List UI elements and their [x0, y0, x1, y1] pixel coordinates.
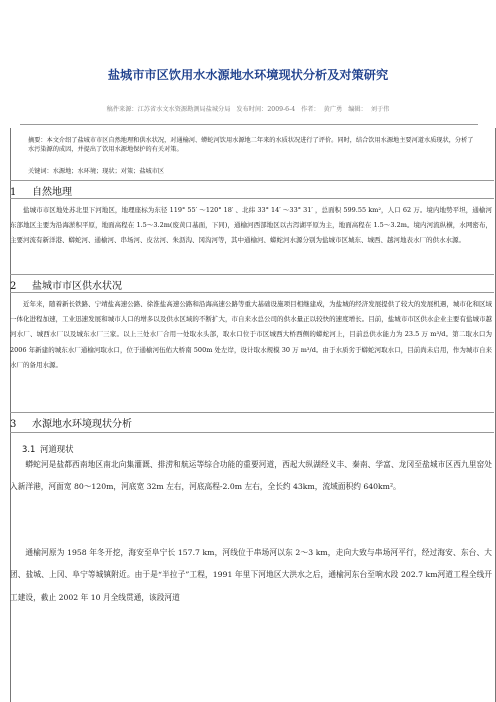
section-heading-1 [10, 183, 72, 198]
section-number: 2 [10, 281, 17, 292]
section-heading-2 [10, 277, 122, 292]
section-divider [10, 198, 494, 199]
meta-source: 稿件来源：江苏省水文水资源勘测局盐城分局 [106, 106, 231, 113]
meta-editor-label: 编辑： [348, 106, 367, 113]
meta-publish-time: 发布时间：2009-6-4 [236, 106, 296, 113]
meta-author-label: 作者： [301, 106, 320, 113]
section-number: 1 [10, 187, 17, 198]
header-divider [20, 124, 478, 125]
article-meta [0, 104, 496, 113]
subsection-title: 河道现状 [40, 444, 74, 454]
article-title: 盐城市市区饮用水水源地水环境现状分析及对策研究 [107, 68, 389, 82]
meta-author-name[interactable]: 黄广勇 [323, 106, 343, 113]
section-number: 3 [10, 419, 17, 430]
section-paragraph: 盐城市市区地处苏北里下河地区，地理座标为东径 119° 55′ ～120° 18′ 、北纬 33° 14′ ～33° 31′ ，总面积 599.55 km²，人口 62 万。境内地势平坦，通榆河东部地区主要为沿海淤积平原，地面高程在 1.5～3.2m(废黄口基面，下同)，通榆河西部地区以古泻湖平原为主，地面高程在 1.5～3.2m。境内河流纵横，水网密布，主要河流有新洋港、蟒蛇河、通榆河、串场河、皮岔河、朱沥沟、冈沟河等，其中通榆河、蟒蛇河水源分别为盐城市区城东、城西、越河地表水厂的供水水源。 [10, 206, 492, 245]
section-heading-3 [10, 415, 132, 430]
section-divider [10, 292, 494, 293]
section-divider [10, 274, 494, 275]
subsection-paragraph-2: 通榆河原为 1958 年冬开挖，海安至阜宁长 157.7 km，河线位于串场河以东 2～3 km，走向大致与串场河平行，经过海安、东台、大团、盐城、上冈、阜宁等城镇附近。由于是“半拉子”工程，1991 年里下河地区大洪水之后，通榆河东台至响水段 202.7 km河道工程全线开工建设，截止 2002 年 10 月全线贯通，该段河道 [10, 548, 492, 602]
keywords: 关键词：水源地；水环境；现状；对策；盐城市区 [28, 168, 165, 175]
section-title: 自然地理 [32, 187, 72, 198]
section-divider [10, 412, 494, 413]
subsection-number: 3.1 [22, 444, 36, 454]
section-divider [10, 180, 494, 181]
abstract: 摘要：本文介绍了盐城市市区自然地理和供水状况，对通榆河、蟒蛇河饮用水源地二年来的水质状况进行了评价。同时，结合饮用水源地主要河道水质现状，分析了水污染源的成因，并提出了饮用水源地保护的有关对策。 [28, 137, 474, 154]
meta-editor-name[interactable]: 刘于伟 [370, 106, 390, 113]
section-divider [10, 432, 494, 433]
subsection-paragraph-1: 蟒蛇河是盐都西南地区南北向集灌溉、排涝和航运等综合功能的重要河道，西起大纵湖经义丰、秦南、学富、龙冈至盐城市区西九里窑处入新洋港，河面宽 80～120m，河底宽 32m 左右，河底高程-2.0m 左右，全长约 43km，流域面积约 640km²。 [10, 460, 492, 492]
section-title: 水源地水环境现状分析 [32, 419, 132, 430]
section-paragraph: 近年来，随着新长铁路、宁靖盐高速公路、徐淮盐高速公路和沿海高速公路等重大基础设施项目相继建成，为盐城的经济发展提供了较大的发展机遇，城市化和区域一体化进程加速，工业迅速发展和城市人口的增多以及供水区域的不断扩大，市自来水总公司的供水量正以较快的速度增长。目前，盐城市市区供水企业主要有盐城市越河水厂、城西水厂以及城东水厂三家。以上三处水厂合用一处取水头部，取水口位于市区城西大桥西侧的蟒蛇河上，目前总供水能力为 23.5 万 m³/d。第二取水口为 2006 年新建的城东水厂通榆河取水口，位于通榆河伍佑大桥南 500m 处左岸，设计取水规模 30 万 m³/d。由于水质劣于蟒蛇河取水口，目前尚未启用，作为城市自来水厂的备用水源。 [10, 300, 492, 369]
section-title: 盐城市市区供水状况 [32, 281, 122, 292]
